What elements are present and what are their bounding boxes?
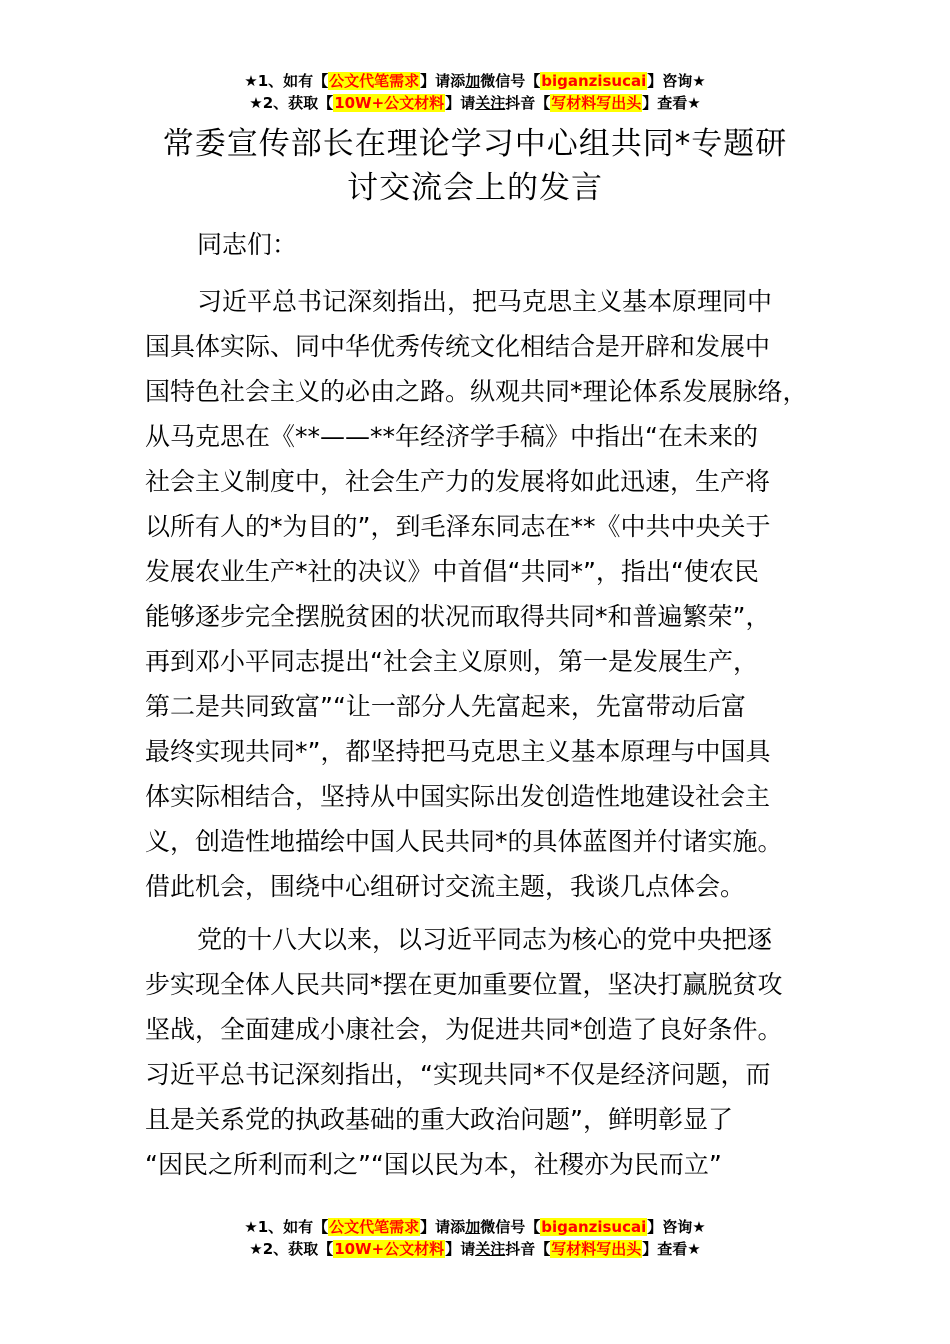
text-line: 步实现全体人民共同*摆在更加重要位置，坚决打赢脱贫攻 [145,970,783,999]
document-body [145,223,815,1187]
highlight-wechat-id: biganzisucai [541,1218,647,1236]
text-line: 习近平总书记深刻指出，把马克思主义基本原理同中 [197,287,773,316]
text-line: 且是关系党的执政基础的重大政治问题”，鲜明彰显了 [145,1105,733,1134]
text-line: 国特色社会主义的必由之路。纵观共同*理论体系发展脉络， [145,377,808,406]
text-line: 坚战，全面建成小康社会，为促进共同*创造了良好条件。 [145,1015,783,1044]
banner-line-2: ★2、获取【10W+公文材料】请关注抖音【写材料写出头】查看★ [249,1240,701,1258]
banner-line-1: ★1、如有【公文代笔需求】请添加微信号【biganzisucai】咨询★ [244,1218,706,1236]
text-line: “因民之所利而利之”“国以民为本，社稷亦为民而立” [145,1150,722,1179]
text-line: 体实际相结合，坚持从中国实际出发创造性地建设社会主 [145,782,771,811]
text-line: 从马克思在《**——**年经济学手稿》中指出“在未来的 [145,422,758,451]
text-line: 能够逐步完全摆脱贫困的状况而取得共同*和普遍繁荣”， [145,602,771,631]
banner-line-1: ★1、如有【公文代笔需求】请添加微信号【biganzisucai】咨询★ [244,72,706,90]
highlight-wechat-id: biganzisucai [541,72,647,90]
salutation: 同志们： [197,230,298,259]
text-line: 借此机会，围绕中心组研讨交流主题，我谈几点体会。 [145,872,746,901]
text-line: 以所有人的*为目的”，到毛泽东同志在**《中共中央关于 [145,512,771,541]
highlight-douyin-account: 写材料写出头 [551,94,642,112]
text-line: 党的十八大以来，以习近平同志为核心的党中央把逐 [197,925,773,954]
document-title [0,122,950,210]
text-line: 第二是共同致富”“让一部分人先富起来，先富带动后富 [145,692,746,721]
highlight-materials: 10W+公文材料 [334,94,445,112]
text-line: 再到邓小平同志提出“社会主义原则，第一是发展生产， [145,647,758,676]
paragraph-2 [145,917,815,1187]
top-ad-banner [0,70,950,114]
text-line: 习近平总书记深刻指出，“实现共同*不仅是经济问题，而 [145,1060,771,1089]
text-line: 发展农业生产*社的决议》中首倡“共同*”，指出“使农民 [145,557,759,586]
highlight-service: 公文代笔需求 [329,1218,420,1236]
highlight-douyin-account: 写材料写出头 [551,1240,642,1258]
title-line-2: 讨交流会上的发言 [347,170,603,206]
highlight-service: 公文代笔需求 [329,72,420,90]
banner-line-2: ★2、获取【10W+公文材料】请关注抖音【写材料写出头】查看★ [249,94,701,112]
text-line: 义，创造性地描绘中国人民共同*的具体蓝图并付诸实施。 [145,827,783,856]
highlight-materials: 10W+公文材料 [334,1240,445,1258]
text-line: 最终实现共同*”，都坚持把马克思主义基本原理与中国具 [145,737,771,766]
title-line-1: 常委宣传部长在理论学习中心组共同*专题研 [162,126,788,162]
text-line: 国具体实际、同中华优秀传统文化相结合是开辟和发展中 [145,332,771,361]
paragraph-1 [145,279,815,909]
bottom-ad-banner [0,1216,950,1260]
text-line: 社会主义制度中，社会生产力的发展将如此迅速，生产将 [145,467,771,496]
